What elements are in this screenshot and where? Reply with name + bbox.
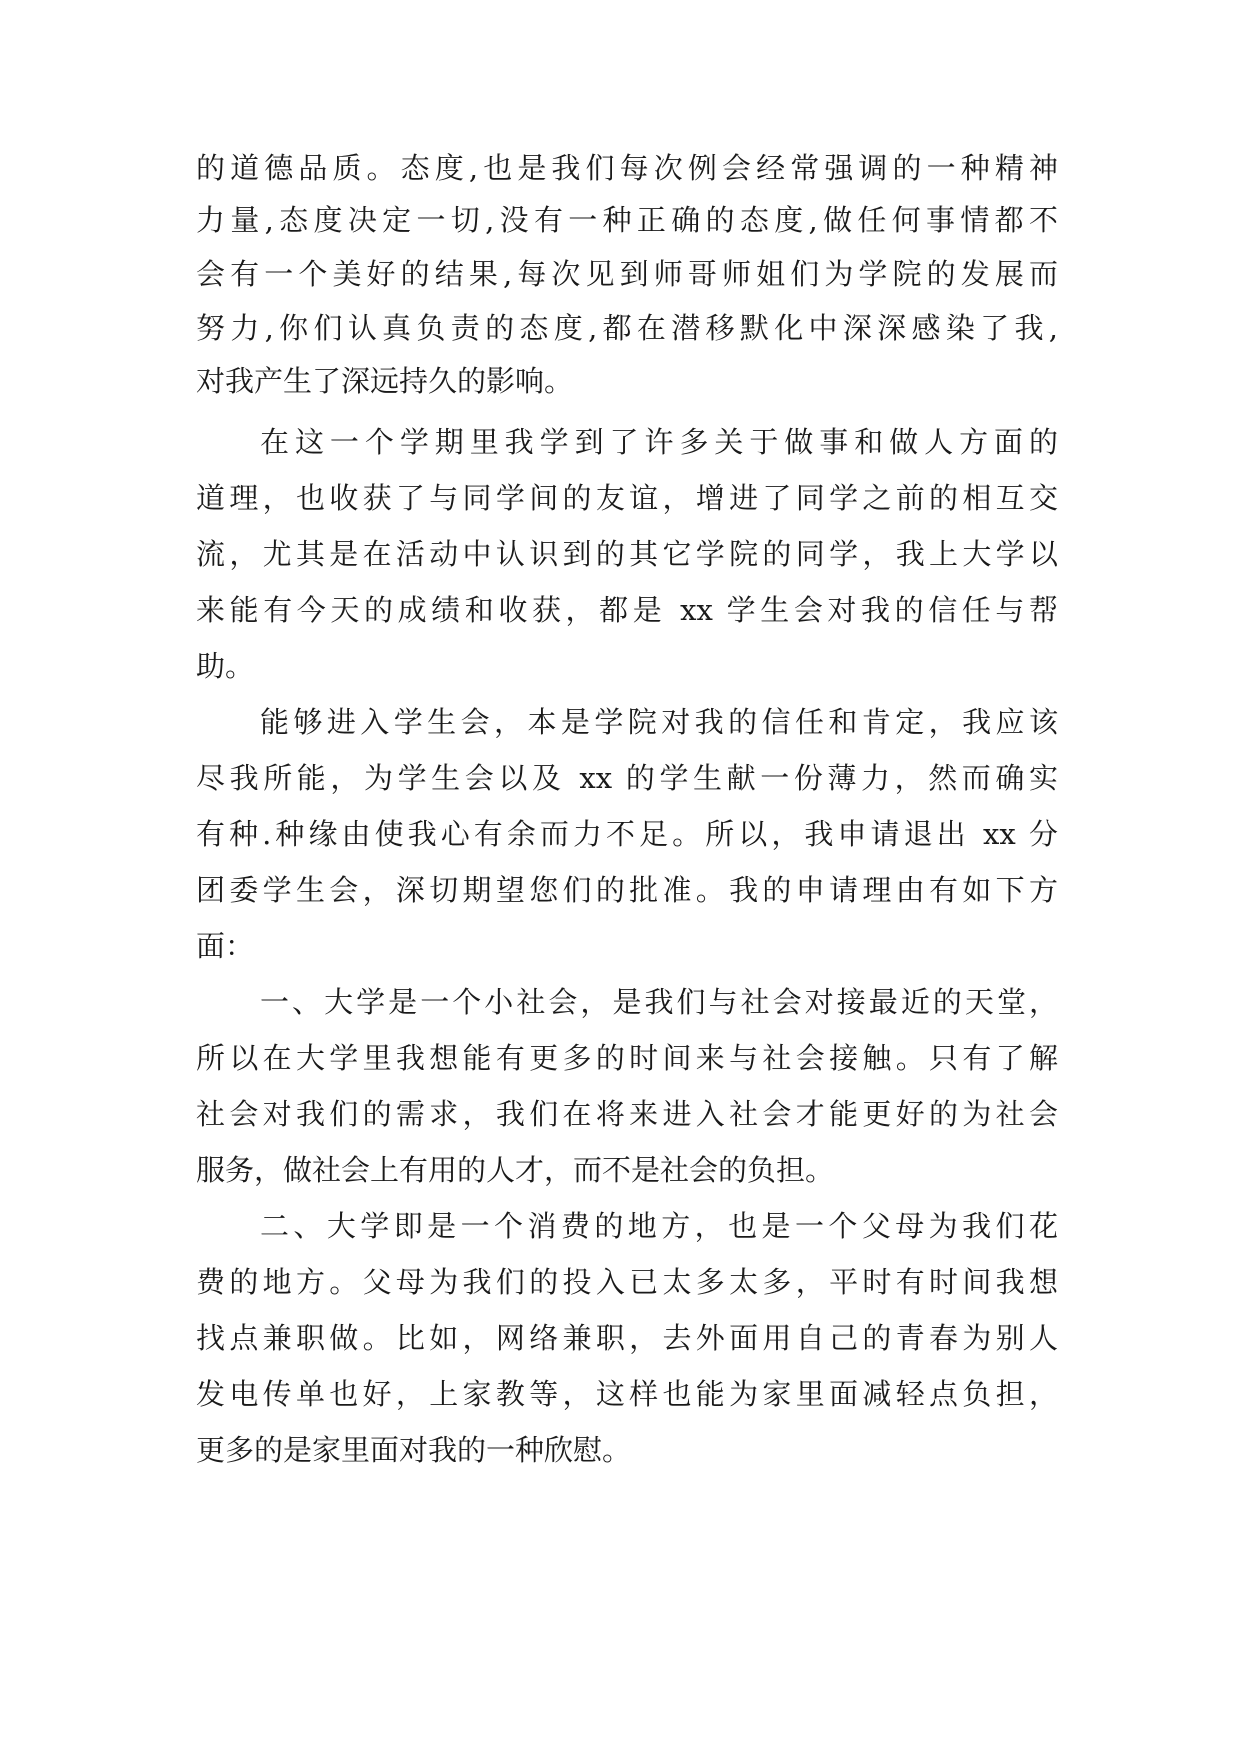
paragraph-first-line: 在这一个学期里我学到了许多关于做事和做人方面的 xyxy=(260,425,1058,459)
text-line: 面： xyxy=(196,929,255,963)
paragraph-first-line: 二、大学即是一个消费的地方，也是一个父母为我们花 xyxy=(260,1209,1058,1243)
text-line: 找点兼职做。比如，网络兼职，去外面用自己的青春为别人 xyxy=(196,1321,1058,1355)
text-line: 努力,你们认真负责的态度,都在潜移默化中深深感染了我, xyxy=(196,311,1058,345)
text-line: 会有一个美好的结果,每次见到师哥师姐们为学院的发展而 xyxy=(196,257,1058,291)
paragraph-first-line: 能够进入学生会，本是学院对我的信任和肯定，我应该 xyxy=(260,705,1058,739)
text-line: 来能有今天的成绩和收获，都是 xx 学生会对我的信任与帮 xyxy=(196,593,1058,627)
text-line: 力量,态度决定一切,没有一种正确的态度,做任何事情都不 xyxy=(196,203,1058,237)
paragraph-first-line: 一、大学是一个小社会，是我们与社会对接最近的天堂， xyxy=(260,985,1058,1019)
text-line: 助。 xyxy=(196,649,255,683)
text-line: 费的地方。父母为我们的投入已太多太多，平时有时间我想 xyxy=(196,1265,1058,1299)
text-line: 更多的是家里面对我的一种欣慰。 xyxy=(196,1433,632,1467)
text-line: 有种.种缘由使我心有余而力不足。所以，我申请退出 xx 分 xyxy=(196,817,1058,851)
text-line: 对我产生了深远持久的影响。 xyxy=(196,364,574,398)
text-line: 尽我所能，为学生会以及 xx 的学生献一份薄力，然而确实 xyxy=(196,761,1058,795)
text-line: 的道德品质。态度,也是我们每次例会经常强调的一种精神 xyxy=(196,151,1058,185)
text-line: 所以在大学里我想能有更多的时间来与社会接触。只有了解 xyxy=(196,1041,1058,1075)
text-line: 社会对我们的需求，我们在将来进入社会才能更好的为社会 xyxy=(196,1097,1058,1131)
text-line: 发电传单也好，上家教等，这样也能为家里面减轻点负担， xyxy=(196,1377,1058,1411)
text-line: 团委学生会，深切期望您们的批准。我的申请理由有如下方 xyxy=(196,873,1058,907)
text-line: 流，尤其是在活动中认识到的其它学院的同学，我上大学以 xyxy=(196,537,1058,571)
text-line: 服务，做社会上有用的人才，而不是社会的负担。 xyxy=(196,1153,835,1187)
text-line: 道理，也收获了与同学间的友谊，增进了同学之前的相互交 xyxy=(196,481,1058,515)
